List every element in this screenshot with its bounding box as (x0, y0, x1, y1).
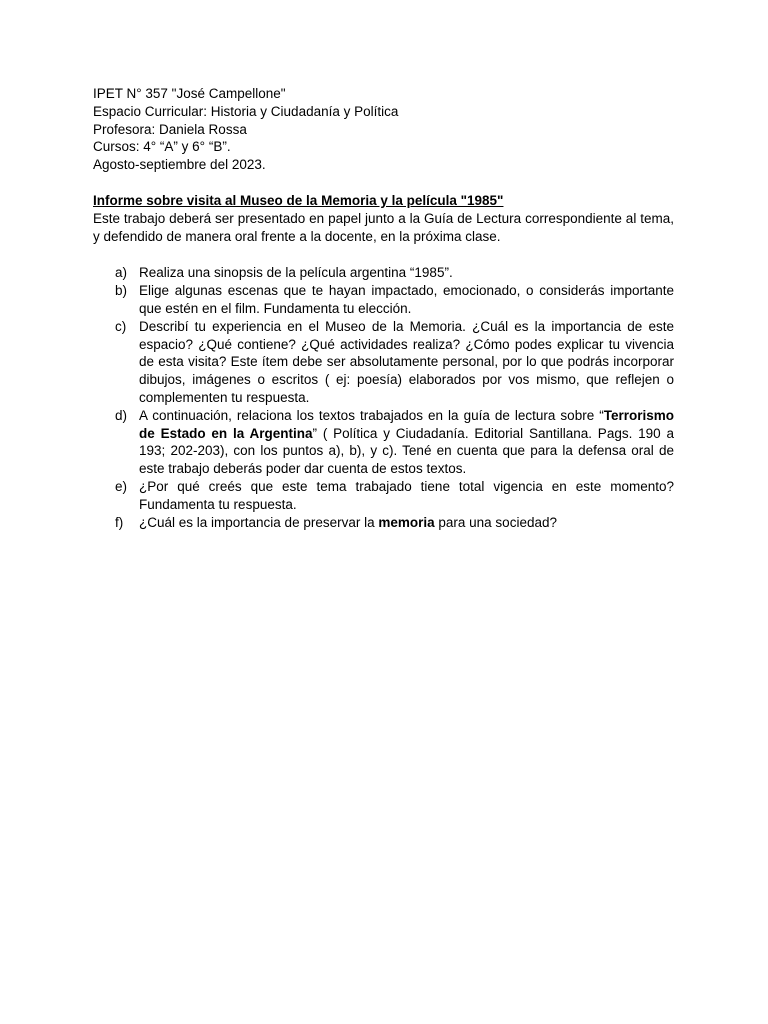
list-item-text-before: ¿Cuál es la importancia de preservar la (139, 514, 379, 530)
list-marker: f) (115, 514, 124, 530)
list-item-text: ¿Por qué creés que este tema trabajado tiene total vigencia en este momento? Fundamenta tu respuesta. (139, 478, 674, 512)
list-item (93, 282, 674, 318)
list-marker: d) (115, 407, 128, 423)
document-title: Informe sobre visita al Museo de la Memoria y la película "1985" (93, 192, 504, 208)
list-marker: e) (115, 478, 128, 494)
list-item-text: Realiza una sinopsis de la película argentina “1985”. (139, 265, 453, 281)
period-line: Agosto-septiembre del 2023. (93, 157, 266, 173)
document-page (93, 85, 674, 531)
list-item-text (139, 408, 674, 476)
list-item-text: Describí tu experiencia en el Museo de la Memoria. ¿Cuál es la importancia de este espacio? ¿Qué contiene? ¿Qué actividades realiza? ¿Cómo podes explicar tu vivencia de esta visita? Este ítem debe ser absolutamente personal, por lo que podrás incorporar dibujos, imágenes o escritos ( ej: poesía) elaborados por vos mismo, que reflejen o complementen tu respuesta. (139, 318, 674, 405)
list-item (93, 318, 674, 407)
list-item-text-before: A continuación, relaciona los textos trabajados en la guía de lectura sobre “ (139, 407, 604, 423)
task-list (93, 264, 674, 531)
list-item-text-after: ” ( Política y Ciudadanía. Editorial Santillana. Pags. 190 a 193; 202-203), con los puntos a), b), y c). Tené en cuenta que para la defensa oral de este trabajo deberás poder dar cuenta de estos textos. (139, 425, 674, 477)
courses-line: Cursos: 4° “A” y 6° “B”. (93, 139, 231, 155)
intro-paragraph: Este trabajo deberá ser presentado en papel junto a la Guía de Lectura correspondiente al tema, y defendido de manera oral frente a la docente, en la próxima clase. (93, 210, 674, 244)
list-item (93, 407, 674, 478)
list-item-text (139, 515, 557, 530)
list-item-text-after: para una sociedad? (434, 514, 557, 530)
school-name: IPET N° 357 "José Campellone" (93, 86, 286, 101)
spacer (93, 174, 674, 192)
list-item (93, 264, 674, 282)
list-item-text: Elige algunas escenas que te hayan impactado, emocionado, o considerás importante que estén en el film. Fundamenta tu elección. (139, 283, 674, 316)
list-marker: b) (115, 283, 128, 299)
list-item (93, 478, 674, 514)
list-marker: c) (115, 318, 127, 334)
list-marker: a) (115, 265, 128, 281)
document-header (93, 85, 674, 174)
list-item (93, 514, 674, 532)
bold-text: Terrorismo de Estado en la Argentina (139, 407, 674, 441)
teacher-line: Profesora: Daniela Rossa (93, 121, 247, 137)
bold-text: memoria (378, 514, 435, 530)
subject-line: Espacio Curricular: Historia y Ciudadanía y Política (93, 103, 399, 119)
